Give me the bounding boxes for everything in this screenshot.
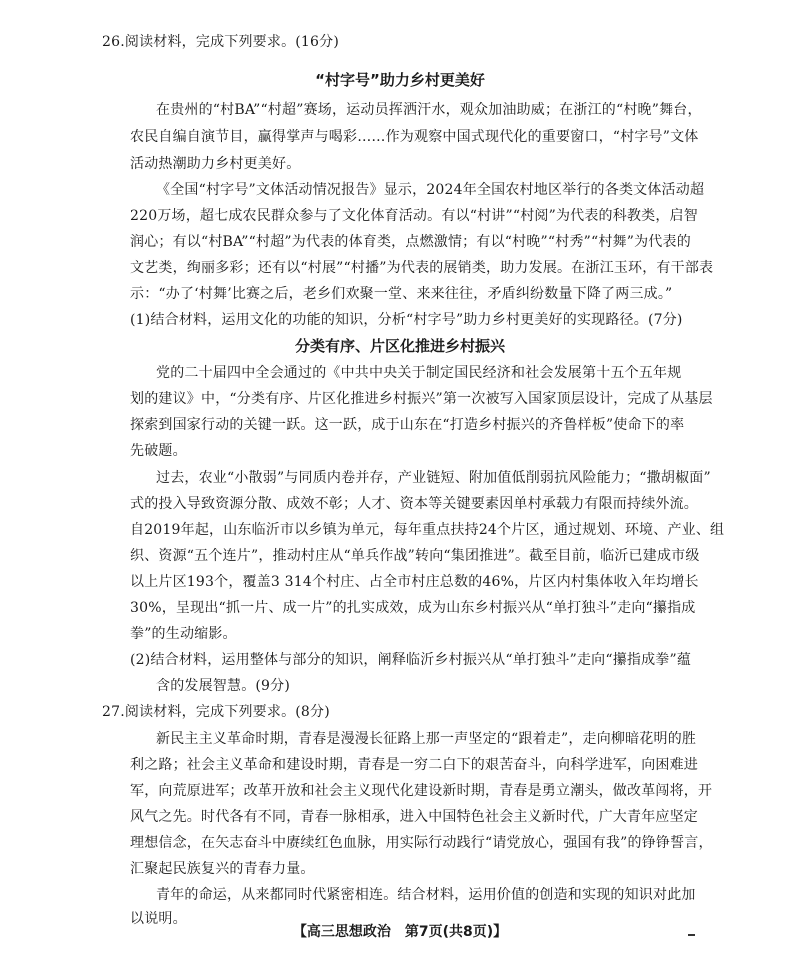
material-1-line: 示：“办了‘村舞’比赛之后，老乡们欢聚一堂、来来往往，矛盾纠纷数量下降了两三成。” — [130, 286, 673, 302]
material-1-line: 活动热潮助力乡村更美好。 — [130, 156, 301, 172]
sub-question-2: 含的发展智慧。(9分) — [156, 678, 291, 694]
material-2-line: 织、资源“五个连片”，推动村庄从“单兵作战”转向“集团推进”。截至目前，临沂已建成市级 — [130, 548, 700, 564]
material-2-line: 自2019年起，山东临沂市以乡镇为单元，每年重点扶持24个片区，通过规划、环境、产业、组 — [130, 522, 725, 538]
material-2-line: 拳”的生动缩影。 — [130, 626, 237, 642]
sub-question-1: (1)结合材料，运用文化的功能的知识，分析“村字号”助力乡村更美好的实现路径。(7分) — [130, 312, 683, 328]
material-2-line: 探索到国家行动的关键一跃。这一跃，成于山东在“打造乡村振兴的齐鲁样板”使命下的率 — [130, 417, 685, 433]
material-3-line: 理想信念，在矢志奋斗中赓续红色血脉，用实际行动践行“请党放心，强国有我”的铮铮誓言， — [130, 835, 713, 851]
material-1-line: 文艺类，绚丽多彩；还有以“村展”“村播”为代表的展销类，助力发展。在浙江玉环，有干部表 — [130, 260, 714, 276]
material-3-line: 利之路；社会主义革命和建设时期，青春是一穷二白下的艰苦奋斗，向科学进军，向困难进 — [130, 757, 698, 773]
material-1-line: 《全国“村字号”文体活动情况报告》显示，2024年全国农村地区举行的各类文体活动超 — [156, 182, 705, 198]
material-1-line: 在贵州的“村BA”“村超”赛场，运动员挥洒汗水，观众加油助威；在浙江的“村晚”舞台， — [156, 102, 702, 118]
material-2-line: 30%，呈现出“抓一片、成一片”的扎实成效，成为山东乡村振兴从“单打独斗”走向“攥指成 — [130, 600, 696, 616]
material-3-line: 新民主主义革命时期，青春是漫漫长征路上那一声坚定的“跟着走”，走向柳暗花明的胜 — [156, 731, 697, 747]
material-2-line: 划的建议》中，“分类有序、片区化推进乡村振兴”第一次被写入国家顶层设计，完成了从基层 — [130, 391, 713, 407]
material-1-line: 农民自编自演节目，赢得掌声与喝彩……作为观察中国式现代化的重要窗口，“村字号”文体 — [130, 129, 699, 145]
material-2-line: 过去，农业“小散弱”与同质内卷并存，产业链短、附加值低削弱抗风险能力；“撒胡椒面” — [156, 470, 711, 486]
question-27-heading: 27.阅读材料，完成下列要求。(8分) — [102, 704, 330, 720]
question-27-task: 以说明。 — [130, 911, 187, 927]
material-2-title: 分类有序、片区化推进乡村振兴 — [294, 337, 505, 355]
material-1-line: 润心；有以“村BA”“村超”为代表的体育类，点燃激情；有以“村晚”“村秀”“村舞”为代表的 — [130, 234, 691, 250]
material-2-line: 党的二十届四中全会通过的《中共中央关于制定国民经济和社会发展第十五个五年规 — [156, 365, 682, 381]
question-27-task: 青年的命运，从来都同时代紧密相连。结合材料，运用价值的创造和实现的知识对此加 — [156, 887, 696, 903]
material-3-line: 汇聚起民族复兴的青春力量。 — [130, 861, 315, 877]
material-2-line: 式的投入导致资源分散、成效不彰；人才、资本等关键要素因单村承载力有限而持续外流。 — [130, 496, 698, 512]
material-1-line: 220万场，超七成农民群众参与了文化体育活动。有以“村讲”“村阅”为代表的科教类，启智 — [130, 208, 698, 224]
material-1-title: “村字号”助力乡村更美好 — [315, 71, 485, 89]
material-3-line: 风气之先。时代各有不同，青春一脉相承，进入中国特色社会主义新时代，广大青年应坚定 — [130, 809, 698, 825]
material-2-line: 先破题。 — [130, 443, 187, 459]
sub-question-2: (2)结合材料，运用整体与部分的知识，阐释临沂乡村振兴从“单打独斗”走向“攥指成拳”蕴 — [130, 652, 692, 668]
material-2-line: 以上片区193个，覆盖3 314个村庄、占全市村庄总数的46%，片区内村集体收入年均增长 — [130, 574, 699, 590]
material-3-line: 军，向荒原进军；改革开放和社会主义现代化建设新时期，青春是勇立潮头，做改革闯将，开 — [130, 783, 713, 799]
corner-mark — [688, 934, 695, 936]
question-26-heading: 26.阅读材料，完成下列要求。(16分) — [102, 34, 340, 50]
page-footer: 【高三思想政治 第7页(共8页)】 — [292, 924, 508, 940]
